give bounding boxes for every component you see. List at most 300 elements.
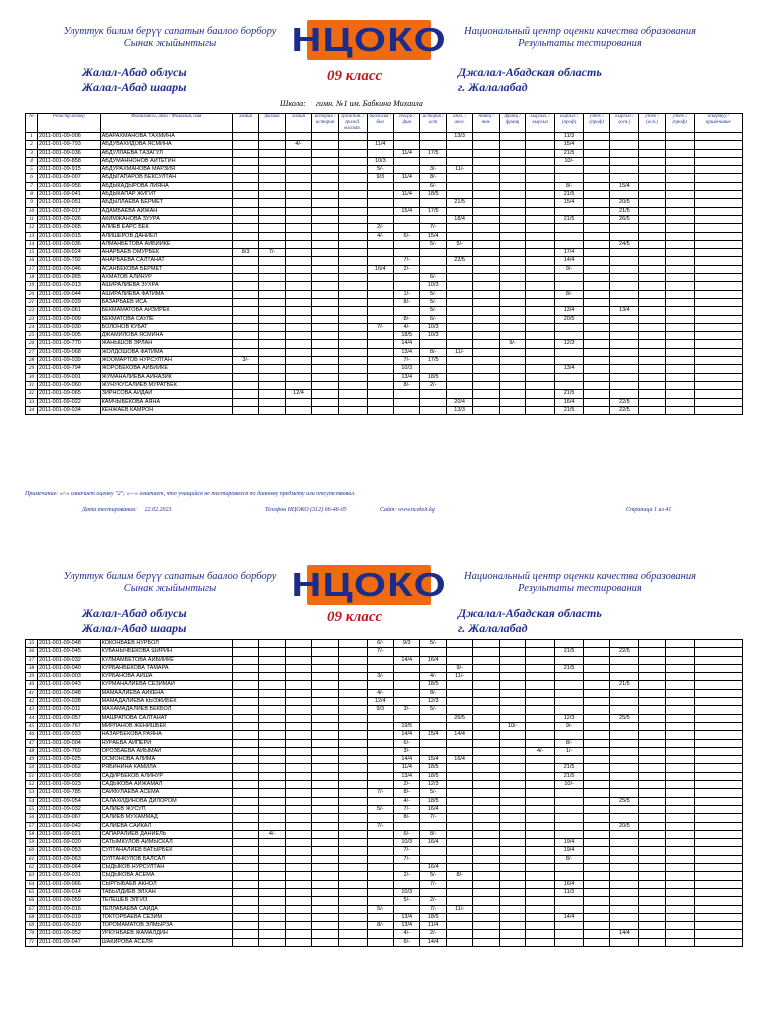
score-cell bbox=[285, 880, 311, 888]
score-cell bbox=[446, 805, 472, 813]
score-cell bbox=[285, 373, 311, 381]
score-cell bbox=[338, 348, 367, 356]
column-header: кыргыз / (проф) bbox=[555, 114, 584, 133]
student-name: ДЖАМИЛОВА ЯСМИНА bbox=[100, 332, 232, 340]
score-cell bbox=[584, 739, 610, 747]
score-cell bbox=[499, 166, 525, 174]
score-cell bbox=[526, 822, 555, 830]
student-name: СЫРГЫБАЕВ АКНОЛ bbox=[100, 880, 232, 888]
score-cell bbox=[584, 307, 610, 315]
score-cell: 22/5 bbox=[610, 648, 639, 656]
score-cell bbox=[473, 747, 499, 755]
score-cell bbox=[420, 398, 446, 406]
score-cell: 21/5 bbox=[555, 191, 584, 199]
student-name: МИРЛАНОВ ЖЕНИШБЕК bbox=[100, 722, 232, 730]
score-cell bbox=[639, 365, 665, 373]
score-cell bbox=[526, 390, 555, 398]
score-cell bbox=[259, 191, 285, 199]
score-cell bbox=[639, 822, 665, 830]
row-number: 39 bbox=[26, 673, 38, 681]
registration-number: 2011-001-09-047 bbox=[38, 938, 101, 946]
registration-number: 2011-001-09-053 bbox=[38, 847, 101, 855]
score-cell bbox=[499, 257, 525, 265]
score-cell bbox=[694, 772, 742, 780]
score-cell bbox=[394, 698, 420, 706]
score-cell bbox=[312, 141, 338, 149]
score-cell bbox=[338, 656, 367, 664]
score-cell bbox=[499, 888, 525, 896]
score-cell bbox=[694, 830, 742, 838]
score-cell bbox=[694, 847, 742, 855]
score-cell bbox=[694, 747, 742, 755]
score-cell bbox=[665, 224, 694, 232]
score-cell: 5/- bbox=[367, 166, 393, 174]
row-number: 32 bbox=[26, 390, 38, 398]
score-cell: 21/5 bbox=[555, 664, 584, 672]
row-number: 29 bbox=[26, 365, 38, 373]
grade-title: 09 класс bbox=[327, 609, 383, 625]
student-name: АБДУВАХИДОВА ЯСМИНА bbox=[100, 141, 232, 149]
score-cell bbox=[232, 847, 258, 855]
score-cell bbox=[639, 706, 665, 714]
score-cell bbox=[610, 357, 639, 365]
score-cell bbox=[639, 640, 665, 648]
column-header: физика bbox=[259, 114, 285, 133]
score-cell bbox=[584, 174, 610, 182]
row-number: 27 bbox=[26, 348, 38, 356]
score-cell bbox=[584, 290, 610, 298]
score-cell bbox=[526, 373, 555, 381]
score-cell: 16/4 bbox=[420, 805, 446, 813]
score-cell bbox=[526, 257, 555, 265]
score-cell bbox=[285, 249, 311, 257]
score-cell bbox=[232, 855, 258, 863]
registration-number: 2011-001-09-034 bbox=[38, 406, 101, 414]
score-cell bbox=[259, 257, 285, 265]
score-cell bbox=[526, 265, 555, 273]
student-name: МАМААЛИЕВА АЙКЕНА bbox=[100, 689, 232, 697]
score-cell bbox=[694, 166, 742, 174]
score-cell bbox=[338, 307, 367, 315]
score-cell bbox=[610, 897, 639, 905]
score-cell bbox=[526, 706, 555, 714]
score-cell bbox=[259, 290, 285, 298]
score-cell bbox=[446, 224, 472, 232]
score-cell bbox=[610, 290, 639, 298]
score-cell bbox=[420, 215, 446, 223]
score-cell bbox=[639, 315, 665, 323]
score-cell bbox=[259, 133, 285, 141]
score-cell: 7/- bbox=[420, 905, 446, 913]
score-cell bbox=[610, 157, 639, 165]
row-number: 12 bbox=[26, 224, 38, 232]
score-cell: 21/5 bbox=[555, 390, 584, 398]
score-cell bbox=[259, 348, 285, 356]
student-name: АКИМЖАНОВА ЗУУРА bbox=[100, 215, 232, 223]
score-cell bbox=[555, 872, 584, 880]
student-name: САЛИЕВ ЖУСУП bbox=[100, 805, 232, 813]
score-cell bbox=[312, 166, 338, 174]
column-header: немец / нем. bbox=[473, 114, 499, 133]
score-cell bbox=[610, 166, 639, 174]
score-cell bbox=[232, 805, 258, 813]
score-cell bbox=[446, 689, 472, 697]
score-cell: 10/- bbox=[499, 722, 525, 730]
score-cell bbox=[555, 348, 584, 356]
registration-number: 2011-001-09-001 bbox=[38, 373, 101, 381]
score-cell bbox=[610, 673, 639, 681]
score-cell bbox=[285, 731, 311, 739]
score-cell bbox=[526, 315, 555, 323]
score-cell bbox=[555, 656, 584, 664]
score-cell bbox=[285, 781, 311, 789]
score-cell bbox=[694, 381, 742, 389]
score-cell bbox=[285, 681, 311, 689]
score-cell bbox=[584, 814, 610, 822]
score-cell bbox=[665, 265, 694, 273]
table-row bbox=[26, 739, 743, 747]
score-cell bbox=[694, 714, 742, 722]
school-line bbox=[280, 99, 423, 108]
score-cell bbox=[473, 797, 499, 805]
score-cell bbox=[232, 290, 258, 298]
registration-number: 2011-001-09-063 bbox=[38, 855, 101, 863]
score-cell: 7/- bbox=[367, 789, 393, 797]
score-cell bbox=[312, 913, 338, 921]
score-cell: 16/4 bbox=[555, 398, 584, 406]
table-row bbox=[26, 905, 743, 913]
score-cell bbox=[312, 373, 338, 381]
score-cell bbox=[367, 930, 393, 938]
score-cell bbox=[367, 282, 393, 290]
score-cell bbox=[584, 706, 610, 714]
score-cell bbox=[338, 706, 367, 714]
score-cell bbox=[232, 133, 258, 141]
score-cell bbox=[473, 224, 499, 232]
score-cell bbox=[285, 199, 311, 207]
student-name: АБДУМАННОНОВ АЙТЕГИН bbox=[100, 157, 232, 165]
student-name: ТОКТОРБАЕВА СЕЗИМ bbox=[100, 913, 232, 921]
score-cell bbox=[610, 323, 639, 331]
score-cell bbox=[473, 348, 499, 356]
row-number: 35 bbox=[26, 640, 38, 648]
score-cell bbox=[259, 922, 285, 930]
score-cell bbox=[499, 298, 525, 306]
score-cell bbox=[499, 381, 525, 389]
score-cell bbox=[610, 133, 639, 141]
score-cell bbox=[367, 215, 393, 223]
score-cell bbox=[499, 847, 525, 855]
score-cell bbox=[526, 640, 555, 648]
table-row bbox=[26, 722, 743, 730]
score-cell bbox=[610, 905, 639, 913]
score-cell bbox=[446, 822, 472, 830]
score-cell bbox=[639, 664, 665, 672]
score-cell bbox=[338, 698, 367, 706]
score-cell bbox=[473, 922, 499, 930]
score-cell: 10/3 bbox=[420, 323, 446, 331]
score-cell bbox=[584, 348, 610, 356]
score-cell: 20/5 bbox=[610, 199, 639, 207]
score-cell bbox=[473, 689, 499, 697]
score-cell bbox=[285, 282, 311, 290]
score-cell bbox=[420, 664, 446, 672]
score-cell bbox=[694, 731, 742, 739]
student-name: ЖУМАНАЛИЕВА АЙНАЗИК bbox=[100, 373, 232, 381]
score-cell bbox=[473, 913, 499, 921]
score-cell bbox=[584, 340, 610, 348]
row-number: 58 bbox=[26, 830, 38, 838]
student-name: ЖООМАРТОВ НУРСУЛТАН bbox=[100, 357, 232, 365]
score-cell bbox=[338, 298, 367, 306]
student-name: МАМАДАЛИЕВА КЫЗЖИБЕК bbox=[100, 698, 232, 706]
score-cell: 4/- bbox=[394, 323, 420, 331]
score-cell bbox=[420, 340, 446, 348]
score-cell bbox=[446, 797, 472, 805]
score-cell bbox=[526, 141, 555, 149]
score-cell bbox=[420, 714, 446, 722]
score-cell: 2/- bbox=[394, 781, 420, 789]
score-cell bbox=[367, 664, 393, 672]
score-cell bbox=[259, 664, 285, 672]
score-cell bbox=[694, 797, 742, 805]
registration-number: 2011-001-09-066 bbox=[38, 880, 101, 888]
score-cell bbox=[446, 938, 472, 946]
score-cell bbox=[639, 166, 665, 174]
score-cell bbox=[639, 249, 665, 257]
student-name: ОРОЗБАЕВА АЙЫМАЙ bbox=[100, 747, 232, 755]
score-cell bbox=[232, 656, 258, 664]
score-cell bbox=[665, 141, 694, 149]
score-cell bbox=[639, 224, 665, 232]
score-cell bbox=[232, 365, 258, 373]
score-cell bbox=[338, 174, 367, 182]
score-cell bbox=[446, 681, 472, 689]
score-cell bbox=[584, 930, 610, 938]
score-cell: 12/4 bbox=[367, 698, 393, 706]
score-cell bbox=[338, 839, 367, 847]
table-row bbox=[26, 888, 743, 896]
student-name: БЕКМАТОВА САУЛЕ bbox=[100, 315, 232, 323]
score-cell: 13/4 bbox=[394, 913, 420, 921]
registration-number: 2011-001-09-067 bbox=[38, 814, 101, 822]
score-cell bbox=[499, 282, 525, 290]
student-name: АЛМАНБЕТОВА АЙБИЙКЕ bbox=[100, 240, 232, 248]
score-cell: 15/4 bbox=[555, 141, 584, 149]
score-cell bbox=[446, 373, 472, 381]
score-cell bbox=[285, 298, 311, 306]
score-cell bbox=[312, 133, 338, 141]
score-cell bbox=[694, 398, 742, 406]
student-name: ЖОЛДОШОВА ФАТИМА bbox=[100, 348, 232, 356]
column-header: история / ист bbox=[420, 114, 446, 133]
score-cell bbox=[555, 922, 584, 930]
score-cell bbox=[639, 307, 665, 315]
score-cell: 2/- bbox=[420, 930, 446, 938]
score-cell bbox=[338, 830, 367, 838]
score-cell bbox=[665, 930, 694, 938]
score-cell bbox=[285, 913, 311, 921]
table-row bbox=[26, 274, 743, 282]
score-cell bbox=[312, 706, 338, 714]
score-cell bbox=[584, 839, 610, 847]
score-cell bbox=[473, 191, 499, 199]
score-cell bbox=[259, 174, 285, 182]
score-cell: 18/5 bbox=[420, 772, 446, 780]
score-cell bbox=[232, 315, 258, 323]
score-cell bbox=[499, 133, 525, 141]
table-row bbox=[26, 282, 743, 290]
row-number: 23 bbox=[26, 315, 38, 323]
score-cell: 7/- bbox=[420, 880, 446, 888]
score-cell bbox=[639, 797, 665, 805]
score-cell bbox=[394, 307, 420, 315]
header-ru: Национальный центр оценки качества образования Результаты тестирования bbox=[464, 571, 696, 594]
score-cell bbox=[367, 390, 393, 398]
score-cell bbox=[338, 398, 367, 406]
score-cell bbox=[473, 381, 499, 389]
score-cell bbox=[312, 930, 338, 938]
student-name: АНАРБАЕВ ОМУРБЕК bbox=[100, 249, 232, 257]
score-cell bbox=[526, 648, 555, 656]
score-cell bbox=[639, 938, 665, 946]
score-cell bbox=[259, 888, 285, 896]
score-cell bbox=[473, 930, 499, 938]
row-number: 8 bbox=[26, 191, 38, 199]
score-cell bbox=[584, 390, 610, 398]
score-cell bbox=[584, 166, 610, 174]
registration-number: 2011-001-09-068 bbox=[38, 348, 101, 356]
score-cell: 20/5 bbox=[610, 822, 639, 830]
score-cell bbox=[338, 797, 367, 805]
score-cell bbox=[338, 365, 367, 373]
student-name: АШИРАЛИЕВА ФАТИМА bbox=[100, 290, 232, 298]
score-cell bbox=[694, 648, 742, 656]
score-cell bbox=[473, 357, 499, 365]
score-cell bbox=[446, 249, 472, 257]
score-cell bbox=[446, 656, 472, 664]
score-cell: 11/4 bbox=[420, 922, 446, 930]
score-cell bbox=[526, 722, 555, 730]
score-cell bbox=[584, 664, 610, 672]
score-cell bbox=[526, 855, 555, 863]
score-cell bbox=[526, 714, 555, 722]
row-number: 25 bbox=[26, 332, 38, 340]
score-cell bbox=[473, 822, 499, 830]
score-cell: 15/4 bbox=[420, 731, 446, 739]
score-cell: 13/3 bbox=[446, 406, 472, 414]
row-number: 54 bbox=[26, 797, 38, 805]
row-number: 61 bbox=[26, 855, 38, 863]
score-cell bbox=[665, 855, 694, 863]
row-number: 57 bbox=[26, 822, 38, 830]
score-cell bbox=[584, 781, 610, 789]
website-link[interactable]: Сайт: www.nceksit.kg bbox=[380, 507, 435, 513]
score-cell bbox=[584, 656, 610, 664]
score-cell bbox=[584, 648, 610, 656]
score-cell bbox=[639, 814, 665, 822]
score-cell bbox=[259, 298, 285, 306]
score-cell bbox=[473, 141, 499, 149]
registration-number: 2011-001-09-794 bbox=[38, 365, 101, 373]
ncoko-logo: НЦОКО bbox=[291, 21, 447, 58]
student-name: САДЫКОВА АЙЖАМАЛ bbox=[100, 781, 232, 789]
score-cell bbox=[285, 938, 311, 946]
score-cell bbox=[526, 133, 555, 141]
score-cell bbox=[473, 340, 499, 348]
score-cell: 13/4 bbox=[555, 365, 584, 373]
score-cell: 19/4 bbox=[555, 847, 584, 855]
score-cell bbox=[446, 814, 472, 822]
score-cell bbox=[665, 731, 694, 739]
score-cell bbox=[499, 249, 525, 257]
score-cell bbox=[694, 938, 742, 946]
score-cell bbox=[394, 240, 420, 248]
student-name: АБДЫЛЛАЕВА БЕРМЕТ bbox=[100, 199, 232, 207]
score-cell: 14/4 bbox=[394, 340, 420, 348]
score-cell: 7/- bbox=[367, 822, 393, 830]
score-cell bbox=[338, 689, 367, 697]
score-cell bbox=[499, 872, 525, 880]
score-cell bbox=[584, 764, 610, 772]
score-cell bbox=[446, 739, 472, 747]
score-cell bbox=[639, 772, 665, 780]
score-cell bbox=[665, 656, 694, 664]
score-cell bbox=[259, 797, 285, 805]
score-cell bbox=[639, 781, 665, 789]
student-name: САЛАХИДИНОВА ДИЛОРОМ bbox=[100, 797, 232, 805]
score-cell bbox=[420, 855, 446, 863]
score-cell bbox=[338, 381, 367, 389]
score-cell bbox=[367, 199, 393, 207]
score-cell: 21/5 bbox=[555, 149, 584, 157]
score-cell bbox=[285, 772, 311, 780]
score-cell bbox=[232, 839, 258, 847]
score-cell bbox=[473, 756, 499, 764]
score-cell bbox=[526, 298, 555, 306]
score-cell bbox=[232, 781, 258, 789]
score-cell bbox=[639, 648, 665, 656]
registration-number: 2011-001-09-036 bbox=[38, 240, 101, 248]
student-name: ЖУНУКУСАЛИЕВ МУРАТБЕК bbox=[100, 381, 232, 389]
student-name: КОКОНБАЕВ НУРБОЛ bbox=[100, 640, 232, 648]
score-cell bbox=[446, 747, 472, 755]
score-cell bbox=[394, 141, 420, 149]
score-cell bbox=[312, 938, 338, 946]
student-name: СЫДЫКОВА АСЕМА bbox=[100, 872, 232, 880]
registration-number: 2011-001-09-016 bbox=[38, 905, 101, 913]
score-cell bbox=[367, 398, 393, 406]
column-header: химия bbox=[285, 114, 311, 133]
score-cell bbox=[338, 149, 367, 157]
score-cell bbox=[473, 398, 499, 406]
score-cell bbox=[499, 141, 525, 149]
registration-number: 2011-001-09-013 bbox=[38, 282, 101, 290]
score-cell bbox=[232, 814, 258, 822]
score-cell bbox=[285, 365, 311, 373]
score-cell: 5/- bbox=[420, 307, 446, 315]
student-name: КУРБАНБЕКОВА ТАМАРА bbox=[100, 664, 232, 672]
table-row bbox=[26, 747, 743, 755]
score-cell bbox=[665, 888, 694, 896]
student-name: АСАНБЕКОВА БЕРМЕТ bbox=[100, 265, 232, 273]
score-cell bbox=[665, 681, 694, 689]
score-cell bbox=[499, 656, 525, 664]
score-cell bbox=[367, 847, 393, 855]
score-cell bbox=[312, 739, 338, 747]
score-cell bbox=[312, 664, 338, 672]
score-cell: 2/- bbox=[394, 872, 420, 880]
